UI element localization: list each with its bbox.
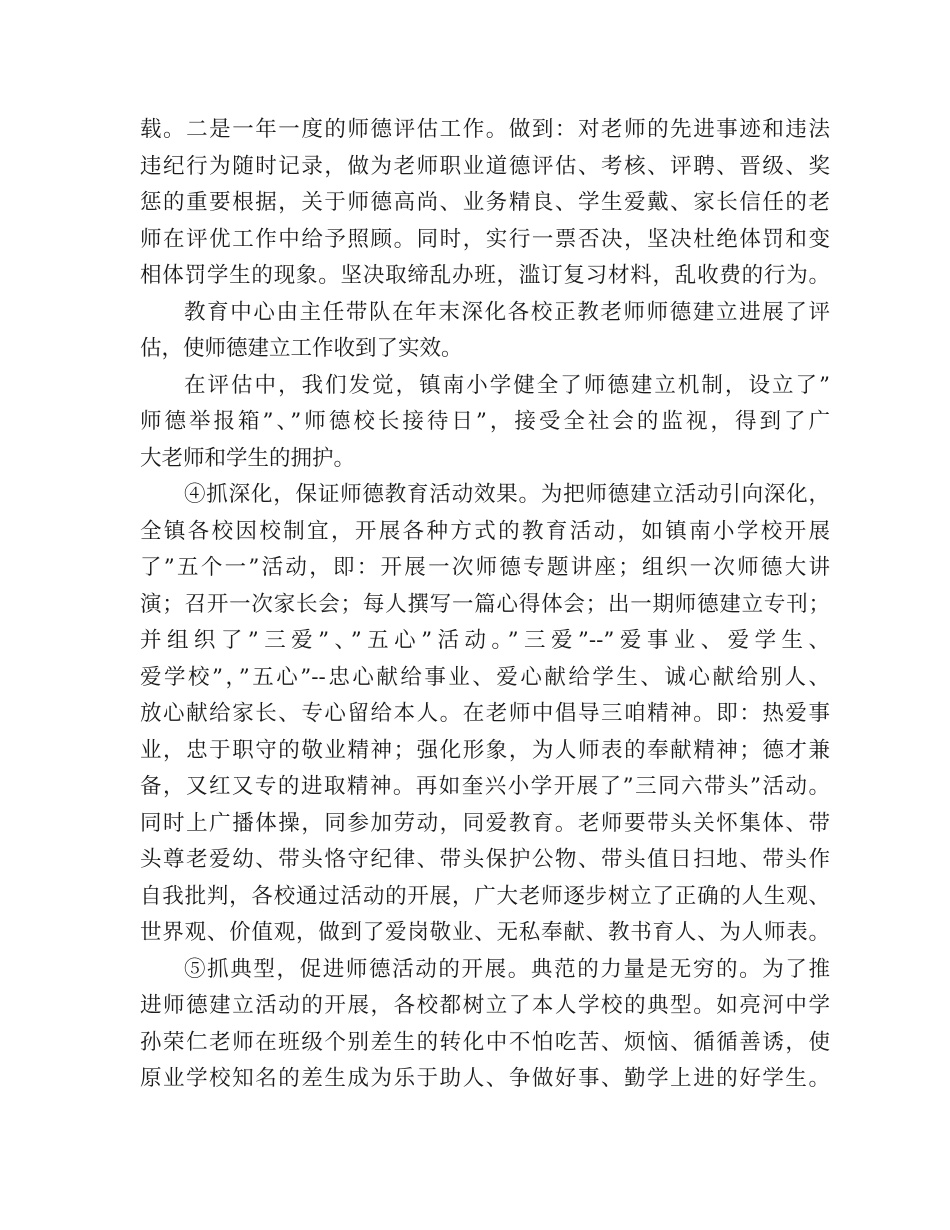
paragraph-first-line: ④抓深化，保证师德教育活动效果。为把师德建立活动引向深化， xyxy=(184,482,830,507)
text-line: 自我批判，各校通过活动的开展，广大老师逐步树立了正确的人生观、 xyxy=(140,883,830,909)
text-line: 全镇各校因校制宜，开展各种方式的教育活动，如镇南小学校开展 xyxy=(140,518,830,544)
paragraph-first-line: 在评估中，我们发觉，镇南小学健全了师德建立机制，设立了” xyxy=(184,372,830,398)
text-line: 师在评优工作中给予照顾。同时，实行一票否决，坚决杜绝体罚和变 xyxy=(140,226,830,252)
text-line: 演；召开一次家长会；每人撰写一篇心得体会；出一期师德建立专刊； xyxy=(140,591,830,617)
text-line: 爱学校”，”五心”--忠心献给事业、爱心献给学生、诚心献给别人、 xyxy=(140,664,830,690)
text-line: 进师德建立活动的开展，各校都树立了本人学校的典型。如亮河中学 xyxy=(140,993,830,1018)
document-body xyxy=(140,112,830,1098)
text-line: 相体罚学生的现象。坚决取缔乱办班，滥订复习材料，乱收费的行为。 xyxy=(140,263,830,288)
paragraph-first-line: ⑤抓典型，促进师德活动的开展。典范的力量是无穷的。为了推 xyxy=(184,956,830,982)
text-line: 估，使师德建立工作收到了实效。 xyxy=(140,336,463,361)
text-line: 备，又红又专的进取精神。再如奎兴小学开展了”三同六带头”活动。 xyxy=(140,774,830,799)
text-line: 头尊老爱幼、带头恪守纪律、带头保护公物、带头值日扫地、带头作 xyxy=(140,847,830,872)
text-line: 了”五个一”活动，即：开展一次师德专题讲座；组织一次师德大讲 xyxy=(140,555,830,580)
text-line: 师德举报箱”、”师德校长接待日”，接受全社会的监视，得到了广 xyxy=(140,409,830,434)
text-line: 同时上广播体操，同参加劳动，同爱教育。老师要带头关怀集体、带 xyxy=(140,810,830,836)
text-line: 世界观、价值观，做到了爱岗敬业、无私奉献、教书育人、为人师表。 xyxy=(140,920,830,945)
text-line: 大老师和学生的拥护。 xyxy=(140,445,356,471)
text-line: 违纪行为随时记录，做为老师职业道德评估、考核、评聘、晋级、奖 xyxy=(140,153,830,179)
text-line: 放心献给家长、专心留给本人。在老师中倡导三咱精神。即：热爱事 xyxy=(140,701,830,726)
text-line: 业，忠于职守的敬业精神；强化形象，为人师表的奉献精神；德才兼 xyxy=(140,737,830,763)
paragraph-first-line: 教育中心由主任带队在年末深化各校正教老师师德建立进展了评 xyxy=(184,299,830,325)
text-line: 并组织了”三爱”、”五心”活动。”三爱”--”爱事业、爱学生、 xyxy=(140,628,830,653)
text-line: 孙荣仁老师在班级个别差生的转化中不怕吃苦、烦恼、循循善诱，使 xyxy=(140,1029,830,1055)
text-line: 载。二是一年一度的师德评估工作。做到：对老师的先进事迹和违法 xyxy=(140,117,830,142)
text-line: 原业学校知名的差生成为乐于助人、争做好事、勤学上进的好学生。 xyxy=(140,1066,830,1091)
text-line: 惩的重要根据，关于师德高尚、业务精良、学生爱戴、家长信任的老 xyxy=(140,190,830,215)
